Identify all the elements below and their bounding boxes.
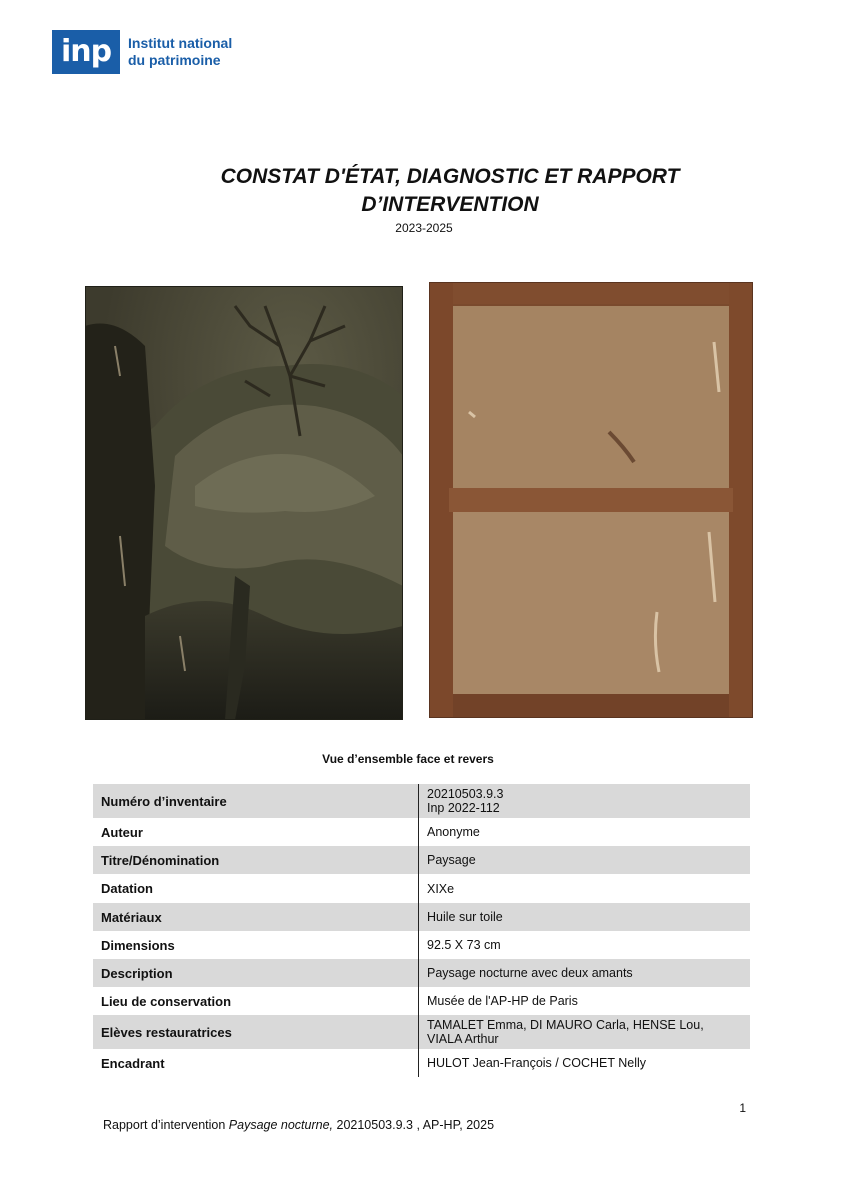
- painting-front-photo: [85, 286, 403, 720]
- title-line-1: CONSTAT D'ÉTAT, DIAGNOSTIC ET RAPPORT: [220, 165, 680, 188]
- table-row: [93, 874, 750, 903]
- logo-text: [128, 35, 232, 69]
- inp-logo: [52, 30, 232, 74]
- inventory-number-inp: Inp 2022-112: [427, 801, 500, 815]
- photo-caption: Vue d’ensemble face et revers: [322, 752, 494, 766]
- table-row: [93, 818, 750, 846]
- row-value: HULOT Jean-François / COCHET Nelly: [419, 1049, 751, 1077]
- row-value: XIXe: [419, 874, 751, 903]
- table-row: [93, 784, 750, 818]
- row-label: Auteur: [101, 824, 143, 840]
- table-row: [93, 846, 750, 874]
- footer-suffix: 20210503.9.3 , AP-HP, 2025: [333, 1118, 495, 1132]
- table-row: [93, 1015, 750, 1049]
- row-value: 92.5 X 73 cm: [419, 931, 751, 959]
- row-value: Musée de l'AP-HP de Paris: [419, 987, 751, 1015]
- logo-line-1: Institut national: [128, 35, 233, 51]
- row-label: Matériaux: [93, 903, 419, 931]
- logo-line-2: du patrimoine: [128, 52, 221, 68]
- row-value: Paysage: [419, 846, 751, 874]
- row-label: Datation: [101, 881, 153, 896]
- artwork-info-table: [93, 784, 750, 1077]
- students-line-1: TAMALET Emma, DI MAURO Carla, HENSE Lou,: [427, 1018, 704, 1032]
- row-label: Numéro d’inventaire: [93, 784, 419, 818]
- table-row: [93, 903, 750, 931]
- row-value: [419, 784, 751, 818]
- document-years: 2023-2025: [395, 221, 453, 235]
- page-number: 1: [739, 1101, 746, 1115]
- row-value: Anonyme: [419, 818, 751, 846]
- table-row: [93, 931, 750, 959]
- inventory-number: 20210503.9.3: [427, 787, 504, 801]
- row-value: Paysage nocturne avec deux amants: [419, 959, 751, 987]
- row-label: Lieu de conservation: [101, 993, 232, 1009]
- painting-back-photo: [429, 282, 753, 718]
- title-line-2: D’INTERVENTION: [361, 193, 539, 216]
- table-row: [93, 1049, 750, 1077]
- table-row: [93, 987, 750, 1015]
- row-label: Elèves restauratrices: [93, 1015, 419, 1049]
- footer-prefix: Rapport d’intervention: [103, 1118, 229, 1132]
- row-label: Encadrant: [101, 1055, 165, 1071]
- row-value: [419, 1015, 751, 1049]
- table-row: [93, 959, 750, 987]
- row-label: Titre/Dénomination: [93, 846, 419, 874]
- students-line-2: VIALA Arthur: [427, 1032, 499, 1046]
- footer-italic-title: Paysage nocturne,: [228, 1118, 334, 1132]
- row-value: Huile sur toile: [419, 903, 751, 931]
- page-footer: [103, 1118, 494, 1132]
- row-label: Dimensions: [101, 937, 175, 953]
- document-title: [120, 163, 780, 219]
- logo-mark: inp: [52, 30, 120, 74]
- row-label: Description: [93, 959, 419, 987]
